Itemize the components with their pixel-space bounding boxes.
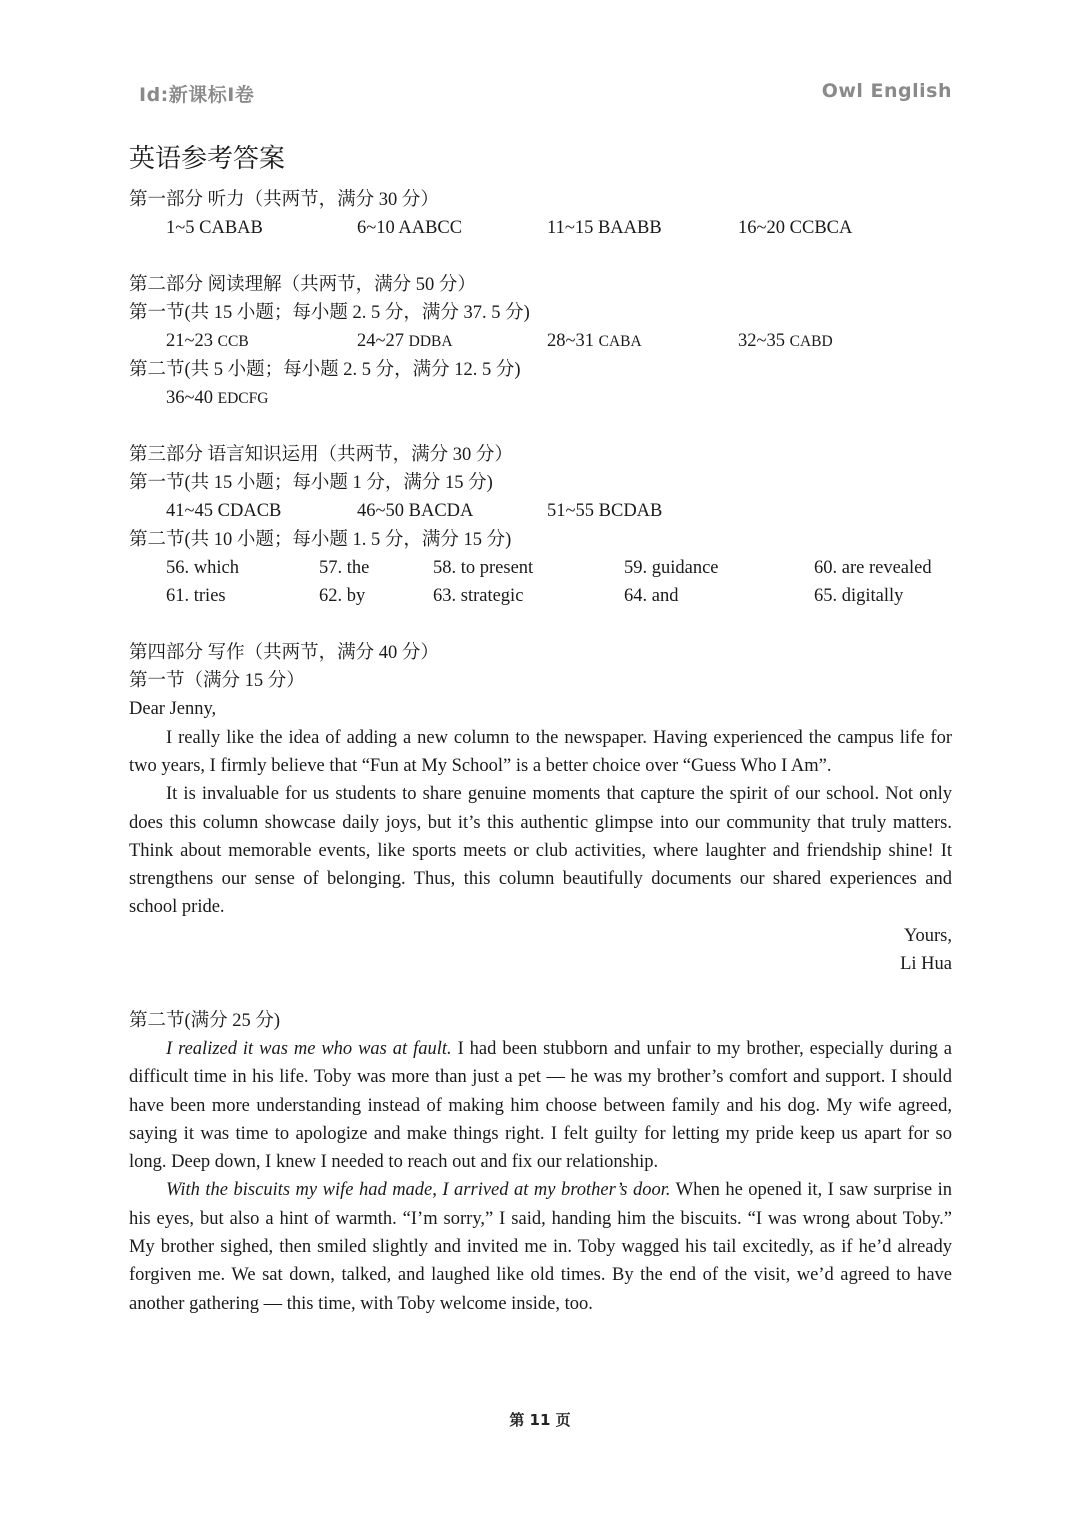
letter-paragraph-2: It is invaluable for us students to share genuine moments that capture the spirit of our school. Not only does this column showcase daily joys, but it’s this authentic glimpse into our community that truly matters. Think about memorable events, like sports meets or club activities, where laughter and friendship shine! It strengthens our sense of belonging. Thus, this column beautifully documents our shared experiences and school pride. <box>129 784 952 918</box>
answer-range: 36~40 <box>166 388 214 409</box>
answer-item: 59. guidance <box>624 557 719 578</box>
answer-group <box>547 327 642 356</box>
answer-group: 46~50 BACDA <box>357 501 474 522</box>
header-brand-label: Owl English <box>821 80 952 102</box>
answer-range: 24~27 <box>357 331 405 352</box>
part2-sec2-answers-row <box>129 384 952 412</box>
story-paragraph-2 <box>129 1176 952 1317</box>
answer-item: 63. strategic <box>433 586 524 607</box>
answer-key-content <box>129 140 952 1318</box>
answer-letters: CABA <box>598 333 642 351</box>
header-source-label: Id:新课标I卷 <box>139 84 255 106</box>
answer-item: 60. are revealed <box>814 557 932 578</box>
story-paragraph-1-body: I had been stubborn and unfair to my brother, especially during a difficult time in his life. Toby was more than just a pet — he was my brother’s comfort and support. I should have been more understanding instead of making him choose between family and his dog. My wife agreed, saying it was time to apologize and make things right. I felt guilty for letting my pride keep us apart for so long. Deep down, I knew I needed to reach out and fix our relationship. <box>129 1038 952 1173</box>
story-paragraph-1 <box>129 1035 952 1176</box>
part3-heading: 第三部分 语言知识运用（共两节，满分 30 分） <box>129 444 513 465</box>
answer-range: 28~31 <box>547 331 595 352</box>
part4-sec1-heading: 第一节（满分 15 分） <box>129 671 305 692</box>
part4-sec2-heading: 第二节(满分 25 分) <box>129 1010 281 1031</box>
answer-group <box>357 327 453 356</box>
part3-sec2-heading: 第二节(共 10 小题；每小题 1. 5 分，满分 15 分) <box>129 529 512 550</box>
page-number: 第 11 页 <box>509 1411 571 1429</box>
part1-answers-row <box>129 214 952 242</box>
story-paragraph-1-lead: I realized it was me who was at fault. <box>166 1038 452 1059</box>
part3-sec2-row1 <box>129 554 952 582</box>
answer-range: 21~23 <box>166 331 214 352</box>
answer-letters: CCB <box>217 333 249 351</box>
answer-group <box>738 327 833 356</box>
answer-item: 62. by <box>319 586 366 607</box>
answer-letters: EDCFG <box>217 390 269 408</box>
answer-item: 56. which <box>166 557 239 578</box>
part3-sec1-heading: 第一节(共 15 小题；每小题 1 分，满分 15 分) <box>129 472 493 493</box>
answer-item: 58. to present <box>433 557 534 578</box>
part2-sec1-answers-row <box>129 327 952 355</box>
part1-heading: 第一部分 听力（共两节，满分 30 分） <box>129 190 439 210</box>
answer-group: 1~5 CABAB <box>166 218 263 239</box>
answer-item: 57. the <box>319 557 370 578</box>
answer-item: 65. digitally <box>814 586 904 607</box>
answer-range: 32~35 <box>738 331 786 352</box>
answer-group: 6~10 AABCC <box>357 218 463 239</box>
answer-letters: CABD <box>789 333 833 351</box>
answer-item: 61. tries <box>166 586 226 607</box>
part3-sec2-row2 <box>129 582 952 610</box>
answer-item: 64. and <box>624 586 679 607</box>
part2-sec1-heading: 第一节(共 15 小题；每小题 2. 5 分，满分 37. 5 分) <box>129 303 530 324</box>
answer-group: 51~55 BCDAB <box>547 501 663 522</box>
answer-group: 11~15 BAABB <box>547 218 662 239</box>
answer-letters: DDBA <box>408 333 453 351</box>
letter-paragraph-1: I really like the idea of adding a new column to the newspaper. Having experienced the campus life for two years, I firmly believe that “Fun at My School” is a better choice over “Guess Who I Am”. <box>129 727 952 776</box>
part3-sec1-answers-row <box>129 497 952 525</box>
part2-heading: 第二部分 阅读理解（共两节，满分 50 分） <box>129 274 476 295</box>
answer-group: 16~20 CCBCA <box>738 218 853 239</box>
answer-group <box>166 384 268 413</box>
page-title: 英语参考答案 <box>129 144 286 173</box>
answer-group <box>166 327 249 356</box>
letter-signature: Li Hua <box>900 954 952 975</box>
part4-heading: 第四部分 写作（共两节，满分 40 分） <box>129 642 439 663</box>
story-paragraph-2-body: When he opened it, I saw surprise in his eyes, but also a hint of warmth. “I’m sorry,” I said, handing him the biscuits. “I was wrong about Toby.” My brother sighed, then smiled slightly and invited me in. Toby wagged his tail excitedly, as if he’d already forgiven me. We sat down, talked, and laughed like old times. By the end of the visit, we’d agreed to have another gathering — this time, with Toby welcome inside, too. <box>129 1180 952 1314</box>
letter-closing: Yours, <box>904 925 952 946</box>
story-paragraph-2-lead: With the biscuits my wife had made, I arrived at my brother’s door. <box>166 1180 671 1201</box>
letter-salutation: Dear Jenny, <box>129 699 217 720</box>
answer-group: 41~45 CDACB <box>166 501 282 522</box>
part2-sec2-heading: 第二节(共 5 小题；每小题 2. 5 分，满分 12. 5 分) <box>129 359 521 380</box>
